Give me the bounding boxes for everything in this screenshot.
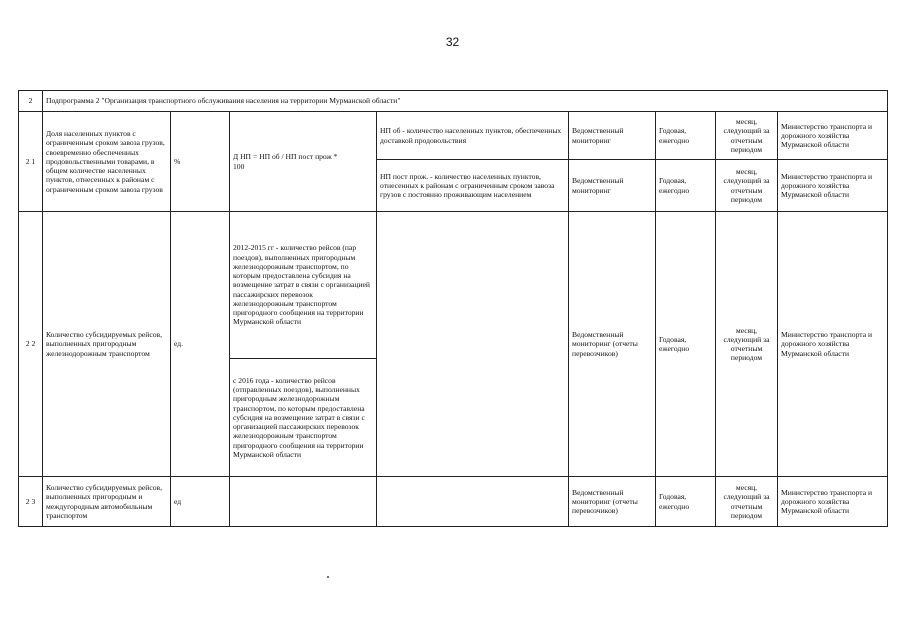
row-number: 2 3	[19, 477, 43, 527]
formula-cell: с 2016 года - количество рейсов (отправленных поездов), выполненных пригородным железнодорожным транспортом, по которым предоставлена субсидия на возмещение затрат в связи с организацией пассажирских перевозок железнодорожным транспортом пригородного сообщения на территории Мурманской области	[230, 359, 377, 477]
periodicity: Годовая, ежегодно	[656, 212, 716, 477]
data-source: Ведомственный мониторинг	[569, 160, 656, 212]
responsible-body: Министерство транспорта и дорожного хозяйства Мурманской области	[778, 160, 888, 212]
unit-cell: ед	[171, 477, 230, 527]
periodicity: Годовая, ежегодно	[656, 477, 716, 527]
reporting-term: месяц, следующий за отчетным периодом	[716, 112, 778, 160]
row-number: 2 2	[19, 212, 43, 477]
indicator-name: Количество субсидируемых рейсов, выполненных пригородным и междугородным автомобильным транспортом	[43, 477, 171, 527]
variable-description: НП пост прож. - количество населенных пунктов, отнесенных к районам с ограниченным сроком завоза грузов с постоянно проживающим населением	[377, 160, 569, 212]
subprogram-number: 2	[19, 91, 43, 112]
table-row-2-1	[19, 112, 888, 160]
variable-description: НП об - количество населенных пунктов, обеспеченных доставкой продовольствия	[377, 112, 569, 160]
subprogram-title: Подпрограмма 2 "Организация транспортного обслуживания населения на территории Мурманской области"	[43, 91, 888, 112]
responsible-body: Министерство транспорта и дорожного хозяйства Мурманской области	[778, 477, 888, 527]
table-row-2-2	[19, 212, 888, 359]
data-source: Ведомственный мониторинг (отчеты перевозчиков)	[569, 477, 656, 527]
table-row-2-3	[19, 477, 888, 527]
periodicity: Годовая, ежегодно	[656, 112, 716, 160]
variable-description	[377, 477, 569, 527]
page-number: 32	[445, 35, 460, 49]
unit-cell: %	[171, 112, 230, 212]
indicator-name: Доля населенных пунктов с ограниченным сроком завоза грузов, своевременно обеспеченных продовольственными товарами, в общем количестве населенных пунктов, отнесенных к районам с ограниченным сроком завоза грузов	[43, 112, 171, 212]
responsible-body: Министерство транспорта и дорожного хозяйства Мурманской области	[778, 212, 888, 477]
formula-cell	[230, 477, 377, 527]
formula-cell: Д НП = НП об / НП пост прож * 100	[230, 112, 377, 212]
variable-description	[377, 212, 569, 477]
row-number: 2 1	[19, 112, 43, 212]
indicator-name: Количество субсидируемых рейсов, выполненных пригородным железнодорожным транспортом	[43, 212, 171, 477]
subprogram-row	[19, 91, 888, 112]
responsible-body: Министерство транспорта и дорожного хозяйства Мурманской области	[778, 112, 888, 160]
data-source: Ведомственный мониторинг	[569, 112, 656, 160]
reporting-term: месяц, следующий за отчетным периодом	[716, 477, 778, 527]
reporting-term: месяц, следующий за отчетным периодом	[716, 212, 778, 477]
formula-cell: 2012-2015 гг - количество рейсов (пар поездов), выполненных пригородным железнодорожным транспортом, по которым предоставлена субсидия на возмещение затрат в связи с организацией пассажирских перевозок железнодорожным транспортом пригородного сообщения на территории Мурманской области	[230, 212, 377, 359]
reporting-term: месяц, следующий за отчетным периодом	[716, 160, 778, 212]
unit-cell: ед.	[171, 212, 230, 477]
data-source: Ведомственный мониторинг (отчеты перевозчиков)	[569, 212, 656, 477]
indicators-table	[18, 90, 888, 527]
periodicity: Годовая, ежегодно	[656, 160, 716, 212]
scan-speck	[327, 576, 329, 578]
